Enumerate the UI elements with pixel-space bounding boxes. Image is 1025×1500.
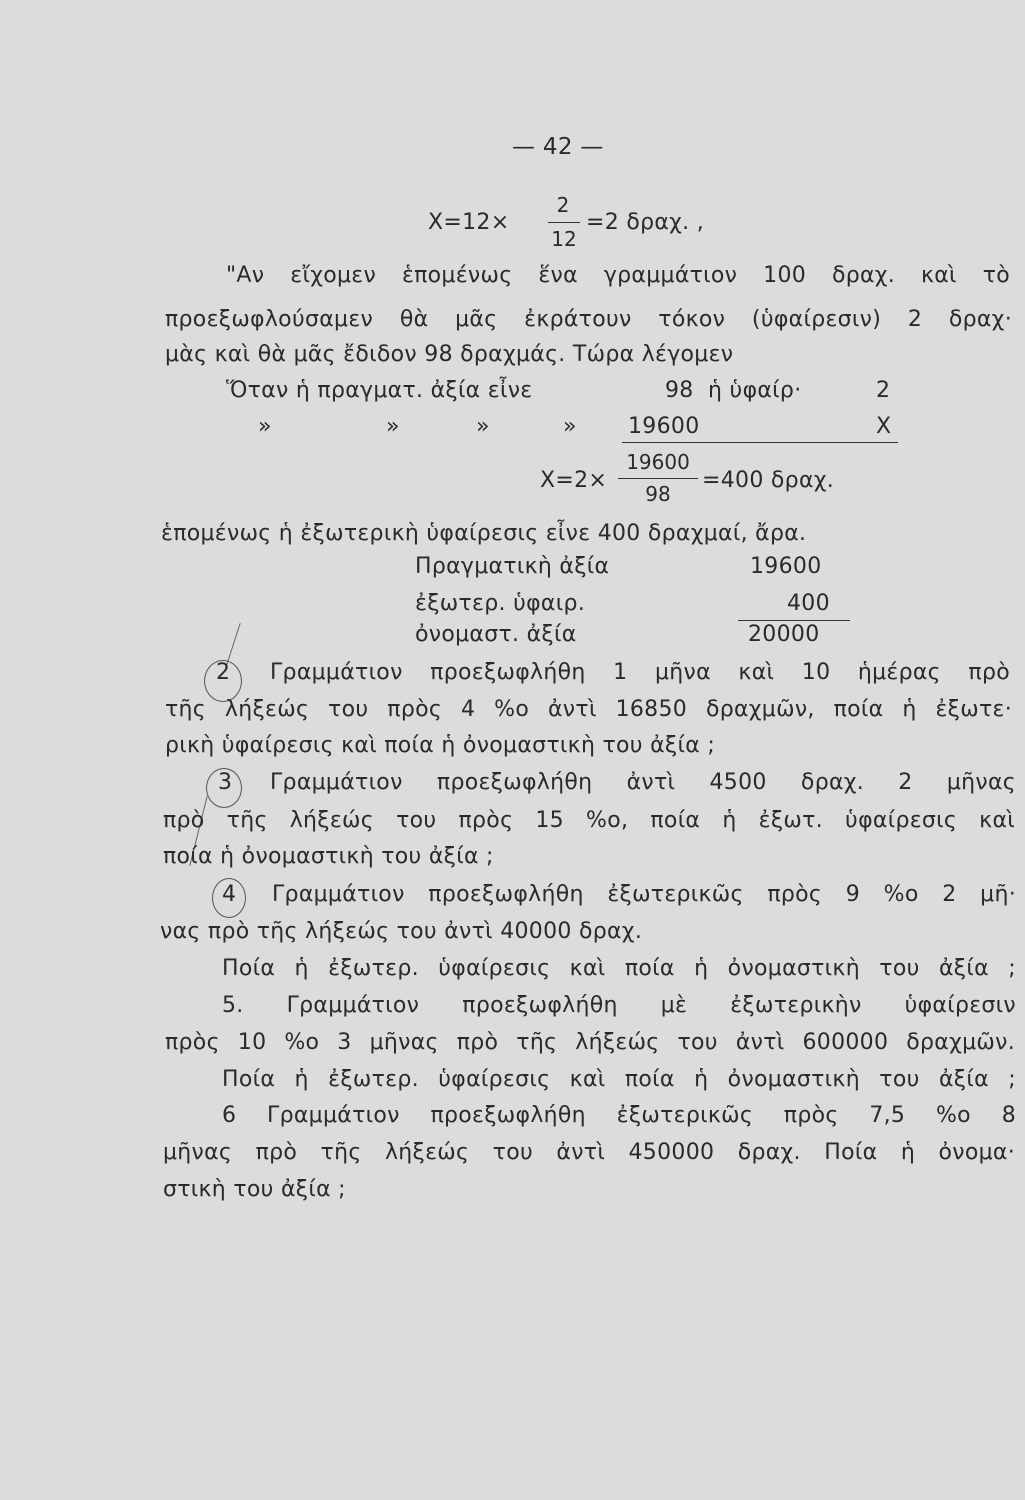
summary-value-real-value: 19600: [750, 554, 822, 579]
summary-label-discount: ἐξωτερ. ὑφαιρ.: [415, 591, 586, 616]
proportion-row1-mid: ἡ ὑφαίρ·: [708, 378, 802, 403]
formula-1-bar: [548, 222, 580, 223]
proportion-row1-end: 2: [876, 378, 891, 403]
summary-rule: [738, 620, 850, 621]
formula-2-bar: [618, 478, 698, 479]
summary-value-discount: 400: [787, 591, 830, 616]
proportion-rule: [622, 442, 898, 443]
formula-2-lhs: X=2×: [540, 468, 608, 493]
formula-1-denominator: 12: [551, 227, 577, 251]
problem-4-line2: νας πρὸ τῆς λήξεώς του ἀντὶ 40000 δραχ.: [160, 919, 643, 944]
ditto-mark-3: »: [476, 414, 490, 439]
conclusion-line: ἑπομένως ἡ ἐξωτερικὴ ὑφαίρεσις εἶνε 400 δραχμαί, ἄρα.: [161, 521, 807, 546]
problem-5-line1: 5. Γραμμάτιον προεξωφλήθη μὲ ἐξωτερικὴν ὑφαίρεσιν: [222, 993, 1016, 1018]
problem-5-line2: πρὸς 10 %o 3 μῆνας πρὸ τῆς λήξεώς του ἀντὶ 600000 δραχμῶν.: [165, 1030, 1015, 1055]
formula-1-rhs: =2 δραχ. ,: [586, 210, 705, 235]
problem-3-line2: πρὸ τῆς λήξεώς του πρὸς 15 %o, ποία ἡ ἐξωτ. ὑφαίρεσις καὶ: [163, 808, 1015, 833]
summary-value-nominal-value: 20000: [748, 622, 820, 647]
para1-line1: "Αν εἴχομεν ἑπομένως ἕνα γραμμάτιον 100 δραχ. καὶ τὸ: [226, 263, 1010, 288]
problem-2-number: 2: [216, 660, 231, 685]
problem-4-line1: Γραμμάτιον προεξωφλήθη ἐξωτερικῶς πρὸς 9 %o 2 μῆ·: [272, 882, 1016, 907]
problem-3-number: 3: [218, 770, 233, 795]
formula-1-numerator: 2: [556, 193, 570, 217]
para1-line2: προεξωφλούσαμεν θὰ μᾶς ἐκράτουν τόκον (ὑφαίρεσιν) 2 δραχ·: [165, 307, 1012, 332]
ditto-mark-1: »: [258, 414, 272, 439]
problem-6-line1: 6 Γραμμάτιον προεξωφλήθη ἐξωτερικῶς πρὸς 7,5 %o 8: [222, 1103, 1016, 1128]
proportion-row2-value: 19600: [628, 414, 700, 439]
problem-5-line3: Ποία ἡ ἐξωτερ. ὑφαίρεσις καὶ ποία ἡ ὀνομαστικὴ του ἀξία ;: [222, 1067, 1016, 1092]
problem-3-line1: Γραμμάτιον προεξωφλήθη ἀντὶ 4500 δραχ. 2 μῆνας: [270, 770, 1016, 795]
problem-3-line3: ποία ἡ ὀνομαστικὴ του ἀξία ;: [163, 844, 494, 869]
summary-label-nominal-value: ὀνομαστ. ἀξία: [415, 622, 577, 647]
problem-6-line2: μῆνας πρὸ τῆς λήξεώς του ἀντὶ 450000 δραχ. Ποία ἡ ὀνομα·: [163, 1140, 1015, 1165]
ditto-mark-2: »: [386, 414, 400, 439]
ditto-mark-4: »: [563, 414, 577, 439]
formula-1-lhs: X=12×: [428, 210, 510, 235]
problem-4-line3: Ποία ἡ ἐξωτερ. ὑφαίρεσις καὶ ποία ἡ ὀνομαστικὴ του ἀξία ;: [222, 956, 1016, 981]
problem-4-number: 4: [222, 882, 237, 907]
problem-2-line3: ρικὴ ὑφαίρεσις καὶ ποία ἡ ὀνομαστικὴ του ἀξία ;: [165, 733, 716, 758]
problem-2-line2: τῆς λήξεώς του πρὸς 4 %o ἀντὶ 16850 δραχμῶν, ποία ἡ ἐξωτε·: [165, 697, 1012, 722]
formula-2-numerator: 19600: [626, 450, 690, 474]
summary-label-real-value: Πραγματικὴ ἀξία: [415, 554, 610, 579]
proportion-row2-end: X: [876, 414, 892, 439]
formula-2-denominator: 98: [645, 482, 671, 506]
para1-line3: μὰς καὶ θὰ μᾶς ἔδιδον 98 δραχμάς. Τώρα λέγομεν: [165, 342, 734, 367]
problem-2-line1: Γραμμάτιον προεξωφλήθη 1 μῆνα καὶ 10 ἡμέρας πρὸ: [270, 660, 1010, 685]
proportion-row1-label: Ὅταν ἡ πραγματ. ἀξία εἶνε: [226, 378, 533, 403]
problem-6-line3: στικὴ του ἀξία ;: [163, 1177, 346, 1202]
proportion-row1-value: 98: [665, 378, 694, 403]
formula-2-rhs: =400 δραχ.: [702, 468, 835, 493]
page-number: — 42 —: [512, 134, 604, 160]
